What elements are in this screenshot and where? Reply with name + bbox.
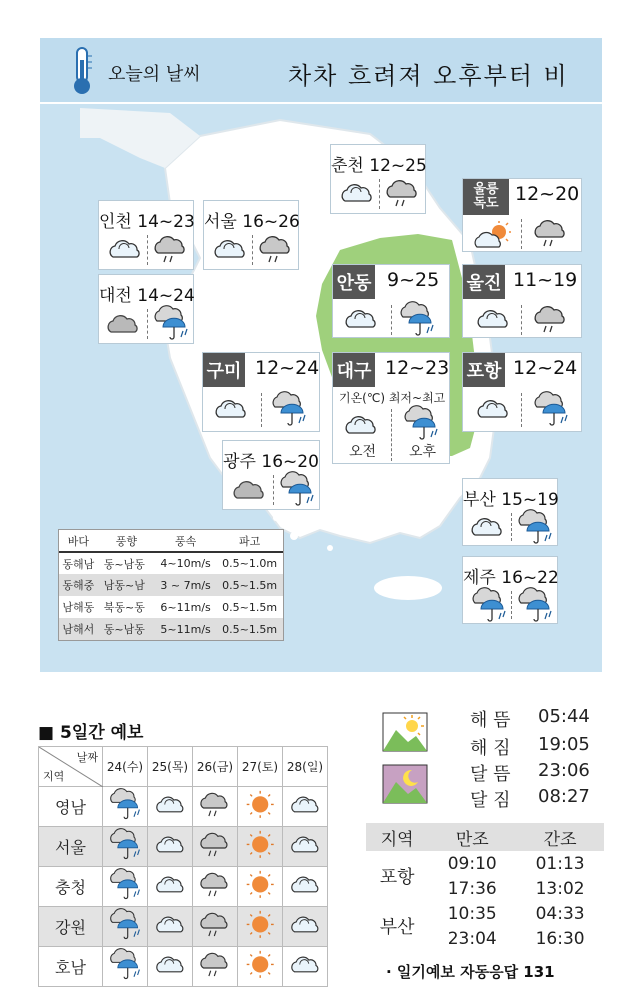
partly-cloudy-icon xyxy=(475,305,511,333)
tide-region: 포항 xyxy=(379,867,415,888)
forecast-date-header: 28(일) xyxy=(283,747,328,787)
cloud-rain-icon xyxy=(258,233,294,265)
forecast-cell xyxy=(238,947,283,987)
umbrella-rain-icon xyxy=(469,587,509,623)
city-card-ulleung: 울릉 독도 12~20 xyxy=(462,178,582,252)
moonrise-icon xyxy=(382,764,428,804)
umbrella-rain-icon xyxy=(277,471,317,507)
sun-moon-label: 달 짐 xyxy=(470,790,511,811)
cloud-rain-icon xyxy=(199,870,231,899)
sea-cell: 6~11m/s xyxy=(160,600,211,614)
partly-cloudy-icon xyxy=(289,872,321,897)
forecast-cell xyxy=(148,787,193,827)
sun-icon xyxy=(244,950,276,979)
forecast-corner: 날짜 지역 xyxy=(39,747,103,787)
forecast-row xyxy=(39,787,328,827)
sea-cell: 북동~동 xyxy=(103,601,145,614)
cloud-rain-icon xyxy=(153,233,189,265)
sea-cell: 5~11m/s xyxy=(155,618,216,640)
sea-header-cell: 파고 xyxy=(216,530,283,552)
sun-icon xyxy=(244,870,276,899)
partly-cloudy-icon xyxy=(212,235,248,263)
sun-moon-time: 19:05 xyxy=(538,734,590,755)
map-header xyxy=(40,38,602,104)
sea-cell: 0.5~1.5m xyxy=(216,574,283,596)
partly-cloudy-icon xyxy=(154,952,186,977)
jeju-island xyxy=(374,576,442,600)
tide-header-cell: 지역 xyxy=(366,823,428,851)
forecast-region: 충청 xyxy=(39,867,103,907)
forecast-cell xyxy=(283,827,328,867)
sea-row xyxy=(59,596,283,618)
pm-label: 오후 xyxy=(409,444,437,460)
forecast-cell xyxy=(103,907,148,947)
sea-conditions-table xyxy=(58,529,284,641)
umbrella-rain-icon xyxy=(397,301,437,337)
umbrella-rain-icon xyxy=(107,948,143,980)
city-card-gwangju: 광주 16~20 xyxy=(222,440,320,510)
partly-cloudy-icon xyxy=(154,792,186,817)
city-card-uljin: 울진 11~19 xyxy=(462,264,582,338)
partly-cloudy-icon xyxy=(107,235,143,263)
forecast-date-header: 27(토) xyxy=(238,747,283,787)
cloud-icon xyxy=(105,309,141,337)
sun-icon xyxy=(244,910,276,939)
city-card-chuncheon xyxy=(330,144,426,214)
cloud-rain-icon xyxy=(385,177,421,209)
forecast-region: 호남 xyxy=(39,947,103,987)
forecast-cell xyxy=(238,827,283,867)
city-card-andong: 안동 9~25 xyxy=(332,264,450,338)
partly-cloudy-icon xyxy=(289,792,321,817)
city-card-daegu: 대구 12~23 기온(℃) 최저~최고 오전 오후 xyxy=(332,352,450,464)
forecast-region: 강원 xyxy=(39,907,103,947)
forecast-cell xyxy=(238,787,283,827)
forecast-cell xyxy=(283,867,328,907)
sea-cell: 남해동 xyxy=(62,601,95,614)
umbrella-rain-icon xyxy=(107,788,143,820)
forecast-cell xyxy=(103,947,148,987)
forecast-region: 서울 xyxy=(39,827,103,867)
forecast-cell xyxy=(193,827,238,867)
sun-moon-label: 해 짐 xyxy=(470,738,511,759)
forecast-cell xyxy=(193,787,238,827)
sea-cell: 0.5~1.0m xyxy=(222,557,278,570)
cloud-rain-icon xyxy=(199,910,231,939)
sea-row xyxy=(59,552,283,574)
sun-moon-label: 해 뜸 xyxy=(470,710,511,731)
sea-cell: 남해서 xyxy=(59,618,98,640)
forecast-cell xyxy=(193,907,238,947)
tide-header-cell: 간조 xyxy=(516,823,604,851)
partly-cloudy-icon xyxy=(154,872,186,897)
city-card-gumi: 구미 12~24 xyxy=(202,352,320,432)
umbrella-rain-icon xyxy=(107,828,143,860)
tide-header-cell: 만조 xyxy=(428,823,516,851)
sea-cell: 3 ~ 7m/s xyxy=(155,574,216,596)
forecast-cell xyxy=(103,787,148,827)
forecast-cell xyxy=(103,827,148,867)
sea-cell: 4~10m/s xyxy=(160,557,211,570)
cloud-rain-icon xyxy=(199,830,231,859)
forecast-date-header: 26(금) xyxy=(193,747,238,787)
umbrella-rain-icon xyxy=(151,305,191,341)
sun-moon-time: 23:06 xyxy=(538,760,590,781)
forecast-cell xyxy=(238,867,283,907)
tide-high-time: 09:10 xyxy=(447,853,497,874)
partly-cloudy-icon xyxy=(343,411,379,439)
forecast-hotline-note: · 일기예보 자동응답 131 xyxy=(386,963,555,981)
umbrella-rain-icon xyxy=(515,587,555,623)
sea-header-cell: 풍속 xyxy=(155,530,216,552)
sea-cell: 0.5~1.5m xyxy=(216,618,283,640)
sea-cell: 동~남동 xyxy=(103,557,145,571)
partly-cloudy-icon xyxy=(289,912,321,937)
am-label: 오전 xyxy=(349,444,377,460)
tide-high-time: 10:35 xyxy=(447,903,497,924)
five-day-forecast-table xyxy=(38,746,328,987)
sea-cell: 동해중 xyxy=(59,574,98,596)
sea-row xyxy=(59,574,283,596)
forecast-title: ■ 5일간 예보 xyxy=(38,723,144,743)
sun-moon-time: 08:27 xyxy=(538,786,590,807)
forecast-cell xyxy=(283,787,328,827)
cloud-rain-icon xyxy=(199,950,231,979)
tide-low-time: 13:02 xyxy=(535,878,585,899)
city-card-daejeon: 대전 14~24 xyxy=(98,274,194,344)
partly-cloudy-icon xyxy=(343,305,379,333)
forecast-row xyxy=(39,867,328,907)
sun-moon-label: 달 뜸 xyxy=(470,764,511,785)
sea-cell: 0.5~1.5m xyxy=(222,600,278,614)
cloud-rain-icon xyxy=(533,303,569,335)
cloud-rain-icon xyxy=(533,217,569,249)
partly-cloudy-icon xyxy=(154,912,186,937)
forecast-cell xyxy=(148,907,193,947)
sun-moon-time: 05:44 xyxy=(538,706,590,727)
sea-row xyxy=(59,618,283,640)
tide-table xyxy=(366,823,604,951)
forecast-cell xyxy=(238,907,283,947)
umbrella-rain-icon xyxy=(269,391,309,427)
tide-high-time: 17:36 xyxy=(447,878,497,899)
city-label: 춘천 12~25 xyxy=(331,156,427,176)
partly-cloudy-icon xyxy=(213,395,249,423)
forecast-region: 영남 xyxy=(39,787,103,827)
tide-low-time: 01:13 xyxy=(535,853,585,874)
forecast-cell xyxy=(148,867,193,907)
forecast-cell xyxy=(148,827,193,867)
partly-cloudy-icon xyxy=(339,179,375,207)
city-card-jeju: 제주 16~22 xyxy=(462,556,558,624)
umbrella-rain-icon xyxy=(107,908,143,940)
forecast-date-header: 25(목) xyxy=(148,747,193,787)
thermometer-icon xyxy=(68,46,96,96)
forecast-date-header: 24(수) xyxy=(103,747,148,787)
forecast-cell xyxy=(283,947,328,987)
tide-low-time: 16:30 xyxy=(535,928,585,949)
partly-cloudy-icon xyxy=(154,832,186,857)
forecast-row xyxy=(39,907,328,947)
sea-cell: 동해남 xyxy=(62,557,95,571)
sea-cell: 남동~남 xyxy=(98,574,155,596)
sun-icon xyxy=(244,830,276,859)
city-card-busan: 부산 15~19 xyxy=(462,478,558,546)
sea-header-cell: 풍향 xyxy=(98,530,155,552)
forecast-cell xyxy=(148,947,193,987)
forecast-row xyxy=(39,947,328,987)
forecast-cell xyxy=(193,867,238,907)
city-card-incheon: 인천 14~23 xyxy=(98,200,194,270)
tide-high-time: 23:04 xyxy=(447,928,497,949)
umbrella-rain-icon xyxy=(401,405,441,441)
tide-low-time: 04:33 xyxy=(535,903,585,924)
cloud-icon xyxy=(231,475,267,503)
sea-header-cell: 바다 xyxy=(59,530,98,552)
map-title: 오늘의 날씨 xyxy=(108,64,201,85)
umbrella-rain-icon xyxy=(531,391,571,427)
forecast-cell xyxy=(283,907,328,947)
cloud-rain-icon xyxy=(199,790,231,819)
partly-cloudy-icon xyxy=(289,832,321,857)
temp-legend: 기온(℃) 최저~최고 xyxy=(339,391,446,405)
tide-region: 부산 xyxy=(379,917,415,938)
sunrise-icon xyxy=(382,712,428,752)
tide-row xyxy=(366,901,604,926)
sun-cloud-icon xyxy=(473,219,513,251)
city-card-pohang: 포항 12~24 xyxy=(462,352,582,432)
partly-cloudy-icon xyxy=(475,395,511,423)
sun-icon xyxy=(244,790,276,819)
sea-cell: 동~남동 xyxy=(98,618,155,640)
tide-row xyxy=(366,851,604,876)
forecast-cell xyxy=(103,867,148,907)
forecast-row xyxy=(39,827,328,867)
city-card-seoul: 서울 16~26 xyxy=(203,200,299,270)
forecast-cell xyxy=(193,947,238,987)
partly-cloudy-icon xyxy=(469,513,505,541)
umbrella-rain-icon xyxy=(107,868,143,900)
partly-cloudy-icon xyxy=(289,952,321,977)
umbrella-rain-icon xyxy=(515,509,555,545)
headline: 차차 흐려져 오후부터 비 xyxy=(288,62,569,90)
